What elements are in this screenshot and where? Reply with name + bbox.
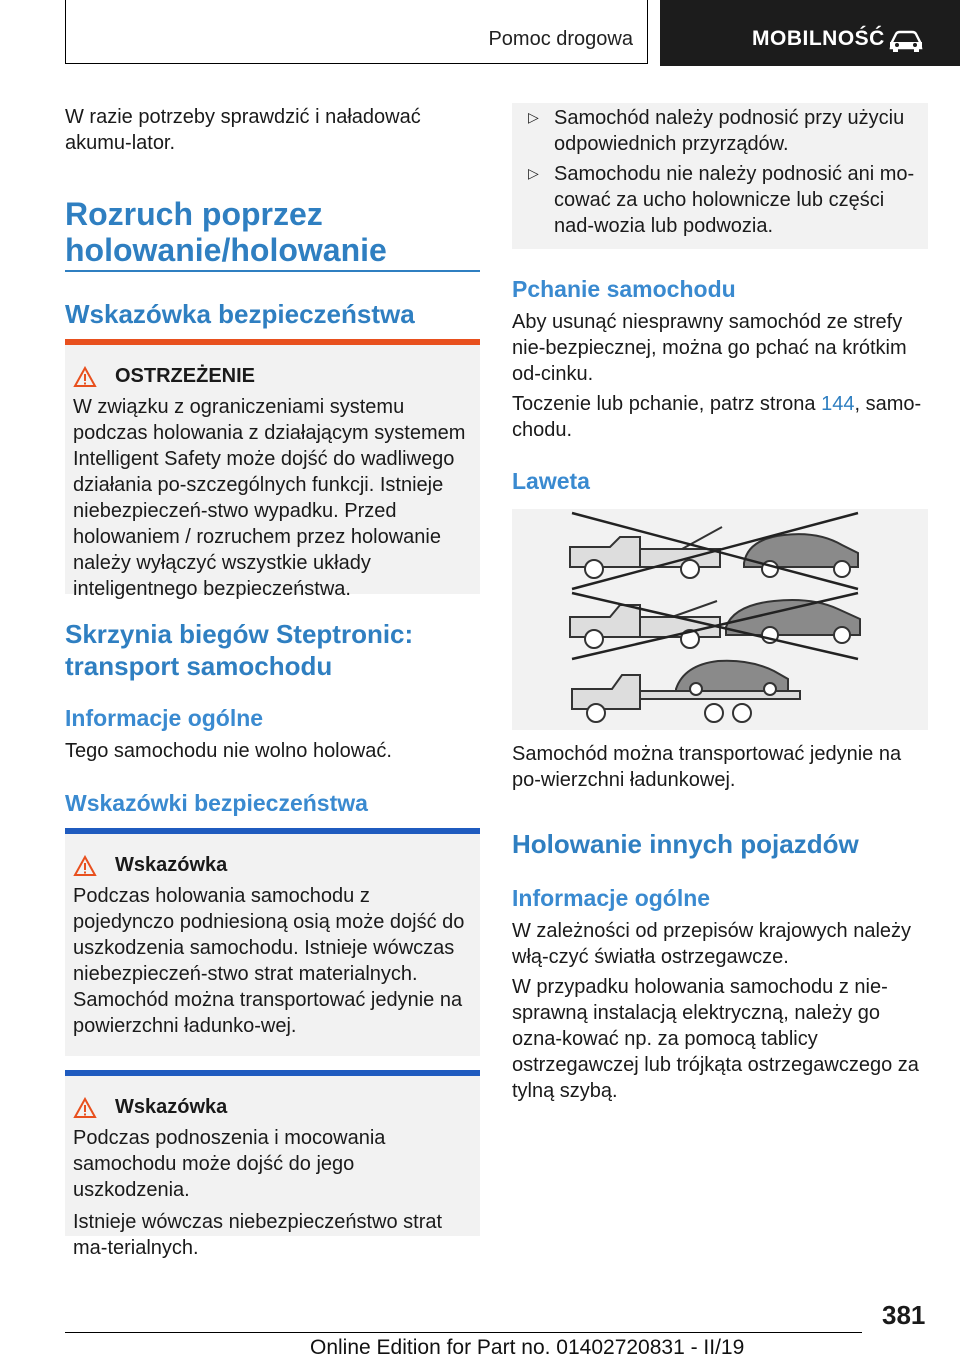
note-title-2: Wskazówka (115, 1096, 228, 1118)
intro-text: W razie potrzeby sprawdzić i naładować akumu-lator. (65, 106, 421, 154)
note-triangle-icon (73, 1097, 97, 1119)
chapter-title: MOBILNOŚĆ (752, 27, 885, 50)
car-icon (888, 29, 924, 53)
towing-methods-diagram (512, 509, 928, 730)
push-text: Aby usunąć niesprawny samochód ze strefy nie-bezpiecznej, można go pchać na krótkim od-cinku. (512, 311, 907, 385)
warning-text: W związku z ograniczeniami systemu podczas holowania z działającym systemem Intelligent Safety może dojść do wadliwego działania po-szczególnych funkcji. Istnieje niebezpieczeń-stwo wypadku. Przed holowaniem / rozruchem przez holowanie należy wyłączyć wszystkie układy inteligentnego bezpieczeństwa. (73, 396, 466, 600)
laweta-heading: Laweta (512, 468, 590, 494)
general-info-heading: Informacje ogólne (65, 705, 264, 731)
edition-text: Online Edition for Part no. 01402720831 - II/19 (310, 1336, 745, 1359)
bullet-text-1: Samochód należy podnosić przy użyciu odpowiednich przyrządów. (554, 107, 905, 155)
note-title-1: Wskazówka (115, 854, 228, 876)
general-info-text: Tego samochodu nie wolno holować. (65, 740, 392, 762)
footer-rule (65, 1332, 862, 1333)
warning-triangle-icon (73, 366, 97, 388)
page-header (0, 0, 960, 66)
info-heading: Informacje ogólne (512, 885, 711, 911)
note-text-2a: Podczas podnoszenia i mocowania samochodu może dojść do jego uszkodzenia. (73, 1127, 386, 1201)
bullet-text-2: Samochodu nie należy podnosić ani mo-cować za ucho holownicze lub części nad-wozia lub podwozia. (554, 163, 915, 237)
bullet-triangle-icon: ▷ (528, 165, 539, 181)
heading-rule (65, 270, 480, 272)
warning-box (65, 339, 480, 600)
roll-text: Toczenie lub pchanie, patrz strona 144, samo-chodu. (512, 393, 922, 441)
caption-text: Samochód można transportować jedynie na po-wierzchni ładunkowej. (512, 743, 902, 791)
tow-other-heading: Holowanie innych pojazdów (512, 829, 859, 859)
gearbox-heading: Skrzynia biegów Steptronic: transport samochodu (65, 619, 414, 681)
bullet-box (512, 103, 928, 249)
push-heading: Pchanie samochodu (512, 276, 736, 302)
tips-heading: Wskazówki bezpieczeństwa (65, 790, 368, 816)
page-number: 381 (882, 1300, 926, 1330)
tow-truck-row-2 (570, 600, 860, 648)
page-link[interactable]: 144 (821, 393, 855, 415)
note-text-1: Podczas holowania samochodu z pojedynczo podniesioną osią może dojść do uszkodzenia samochodu. Istnieje wówczas niebezpieczeń-stwo strat materialnych. Samochód można transportować jedynie na powierzchni ładunko-wej. (73, 885, 465, 1037)
note-text-2b: Istnieje wówczas niebezpieczeństwo strat ma-terialnych. (73, 1211, 443, 1259)
note-triangle-icon (73, 855, 97, 877)
towing-illustration (512, 509, 928, 730)
flatbed-truck (572, 661, 800, 722)
section-title: Pomoc drogowa (488, 28, 633, 50)
safety-heading: Wskazówka bezpieczeństwa (65, 299, 415, 329)
warning-title: OSTRZEŻENIE (115, 365, 256, 387)
main-heading: Rozruch poprzez holowanie/holowanie (65, 196, 387, 268)
info-text-1: W zależności od przepisów krajowych należy włą-czyć światła ostrzegawcze. (512, 920, 912, 968)
info-text-2: W przypadku holowania samochodu z nie-sprawną instalacją elektryczną, należy go ozna-kować np. za pomocą tablicy ostrzegawczej lub trójkąta ostrzegawczego za tylną szybą. (512, 976, 919, 1102)
note-box-1 (65, 828, 480, 1056)
note-box-2 (65, 1070, 480, 1259)
section-tab (65, 0, 648, 64)
bullet-triangle-icon: ▷ (528, 109, 539, 125)
